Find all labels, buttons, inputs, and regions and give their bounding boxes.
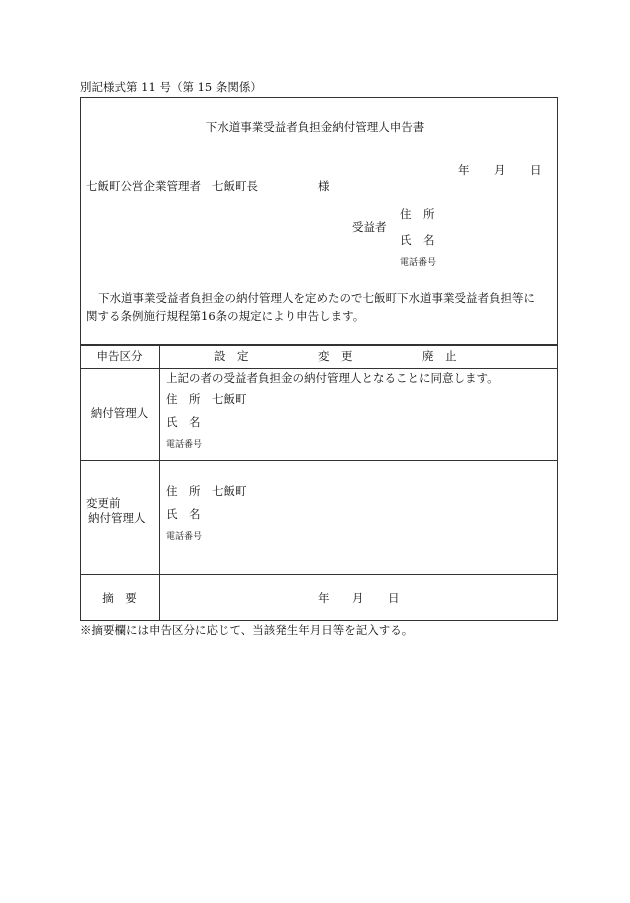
manager-label: 納付管理人 bbox=[90, 406, 149, 420]
applicant-phone-field[interactable]: 電話番号 bbox=[400, 258, 437, 268]
previous-manager-label-line1: 変更前 bbox=[86, 496, 121, 510]
previous-address-label: 住 所 bbox=[166, 484, 201, 498]
table-row-divider bbox=[80, 368, 558, 369]
previous-name-field[interactable]: 氏 名 bbox=[166, 507, 201, 521]
manager-address-label: 住 所 bbox=[166, 392, 201, 406]
manager-name-field[interactable]: 氏 名 bbox=[166, 415, 201, 429]
date-day-label[interactable]: 日 bbox=[530, 163, 542, 177]
remarks-day-field[interactable]: 日 bbox=[388, 591, 400, 605]
footnote: ※摘要欄には申告区分に応じて、当該発生年月日等を記入する。 bbox=[80, 623, 414, 637]
remarks-label: 摘 要 bbox=[102, 591, 137, 605]
applicant-address-field[interactable]: 住 所 bbox=[400, 207, 435, 221]
manager-phone-field[interactable]: 電話番号 bbox=[166, 440, 203, 450]
previous-manager-label-line2: 納付管理人 bbox=[88, 511, 146, 525]
statement-line-1: 下水道事業受益者負担金の納付管理人を定めたので七飯町下水道事業受益者負担等に bbox=[98, 291, 535, 305]
category-option-set[interactable]: 設 定 bbox=[214, 349, 249, 363]
form-reference: 別記様式第 11 号（第 15 条関係） bbox=[80, 80, 262, 94]
remarks-month-field[interactable]: 月 bbox=[352, 591, 364, 605]
table-row-divider bbox=[80, 574, 558, 575]
category-option-change[interactable]: 変 更 bbox=[318, 349, 353, 363]
table-row-divider bbox=[80, 460, 558, 461]
manager-address-field[interactable]: 七飯町 bbox=[212, 392, 247, 406]
previous-address-field[interactable]: 七飯町 bbox=[212, 484, 247, 498]
page-title: 下水道事業受益者負担金納付管理人申告書 bbox=[205, 120, 425, 134]
applicant-name-field[interactable]: 氏 名 bbox=[400, 233, 435, 247]
previous-phone-field[interactable]: 電話番号 bbox=[166, 532, 203, 542]
applicant-label: 受益者 bbox=[352, 220, 387, 234]
declaration-box bbox=[80, 97, 558, 345]
category-label: 申告区分 bbox=[96, 349, 143, 363]
date-year-label[interactable]: 年 bbox=[458, 163, 470, 177]
category-option-abolish[interactable]: 廃 止 bbox=[422, 349, 457, 363]
remarks-year-field[interactable]: 年 bbox=[318, 591, 330, 605]
addressee-name: 七飯町長 bbox=[212, 179, 258, 193]
addressee-honorific: 様 bbox=[318, 179, 330, 193]
table-column-divider bbox=[159, 345, 160, 621]
addressee-org: 七飯町公営企業管理者 bbox=[86, 179, 201, 193]
manager-consent-text: 上記の者の受益者負担金の納付管理人となることに同意します。 bbox=[166, 371, 499, 385]
application-table bbox=[80, 345, 558, 621]
date-month-label[interactable]: 月 bbox=[494, 163, 506, 177]
statement-line-2: 関する条例施行規程第16条の規定により申告します。 bbox=[86, 309, 365, 323]
